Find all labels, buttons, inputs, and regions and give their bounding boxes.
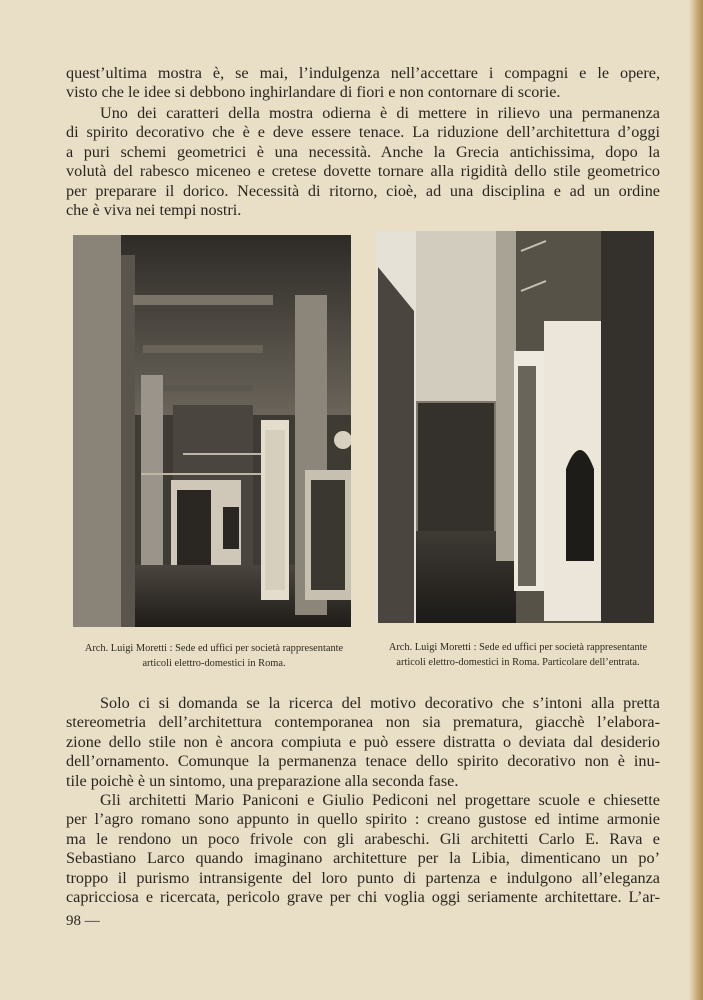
text-line: a puri schemi geometrici è una necessità. Anche la Grecia antichissima, dopo la bbox=[66, 142, 660, 161]
text-line: ma le rendono un poco frivole con gli arabeschi. Gli architetti Carlo E. Rava e bbox=[66, 829, 660, 848]
photo-entrance-detail bbox=[376, 231, 654, 623]
text-line: che è viva nei tempi nostri. bbox=[66, 201, 242, 220]
text-line: visto che le idee si debbono inghirlandare di fiori e non contornare di scorie. bbox=[66, 83, 561, 102]
text-line: tile poichè è un sintomo, una preparazione alla seconda fase. bbox=[66, 771, 459, 790]
text-line: volutà del rabesco miceneo e cretese dovette tornare alla rigidità dello stile geometrico bbox=[66, 162, 660, 181]
photo-interior-hall-image bbox=[73, 235, 351, 627]
caption-line: Arch. Luigi Moretti : Sede ed uffici per società rappresentante bbox=[388, 642, 648, 653]
text-line: Sebastiano Larco quando imaginano architetture per la Libia, dimenticano un po’ bbox=[66, 849, 660, 868]
text-paragraph bbox=[66, 694, 660, 791]
text-line: di spirito decorativo che è e deve essere tenace. La riduzione dell’architettura d’oggi bbox=[66, 123, 660, 142]
caption-left bbox=[66, 641, 362, 671]
text-line: stereometria dell’architettura contemporanea non sia prematura, giacchè l’elabora- bbox=[66, 713, 660, 732]
text-line: Solo ci si domanda se la ricerca del motivo decorativo che s’intoni alla pretta bbox=[100, 694, 660, 712]
caption-line: articoli elettro-domestici in Roma. Particolare dell’entrata. bbox=[396, 657, 640, 668]
text-line: capricciosa e ricercata, pericolo grave per chi voglia oggi seriamente architettare. L’ar- bbox=[66, 888, 660, 907]
text-paragraph bbox=[66, 104, 660, 220]
page-number: 98 — bbox=[66, 913, 100, 929]
text-line: quest’ultima mostra è, se mai, l’indulgenza nell’accettare i compagni e le opere, bbox=[66, 64, 660, 82]
caption-line: articoli elettro-domestici in Roma. bbox=[142, 658, 286, 669]
text-line: Gli architetti Mario Paniconi e Giulio Pediconi nel progettare scuole e chiesette bbox=[100, 791, 660, 809]
caption-right bbox=[370, 640, 666, 670]
photo-entrance-detail-image bbox=[376, 231, 654, 623]
photo-interior-hall bbox=[73, 235, 351, 627]
text-line: troppo il purismo intransigente del loro punto di partenza e indulgono all’eleganza bbox=[66, 868, 660, 887]
caption-line: Arch. Luigi Moretti : Sede ed uffici per società rappresentante bbox=[84, 643, 344, 654]
text-paragraph bbox=[66, 791, 660, 907]
text-line: zione dello stile non è ancora compiuta e può essere distratta o deviata dal desiderio bbox=[66, 732, 660, 751]
text-line: per l’agro romano sono appunto in quello spirito : creano gustose ed intime armonie bbox=[66, 810, 660, 829]
text-paragraph-continuation bbox=[66, 64, 660, 103]
text-line: dell’ornamento. Comunque la permanenza tenace dello spirito decorativo non è inu- bbox=[66, 752, 660, 771]
page-edge bbox=[689, 0, 703, 1000]
text-line: Uno dei caratteri della mostra odierna è di mettere in rilievo una permanenza bbox=[100, 104, 660, 122]
text-line: per preparare il dorico. Necessità di ritorno, cioè, ad una disciplina e ad un ordine bbox=[66, 181, 660, 200]
